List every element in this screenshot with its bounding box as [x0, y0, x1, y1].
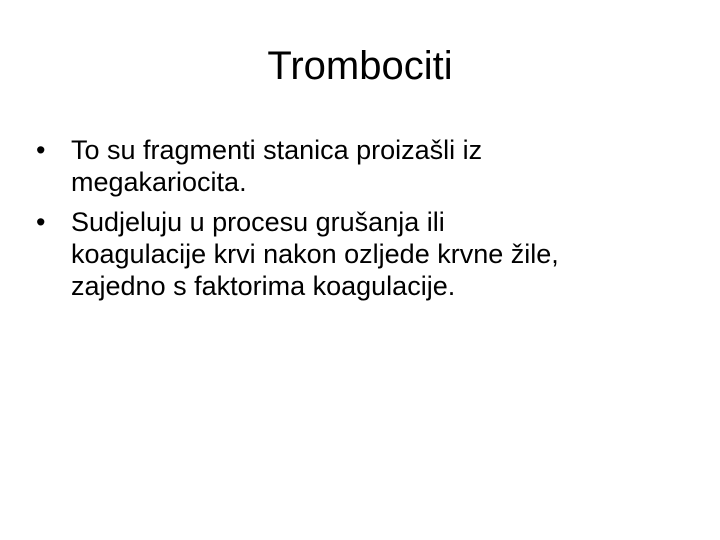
bullet-text-line: megakariocita. [71, 167, 247, 197]
bullet-list [36, 134, 686, 310]
bullet-item [36, 206, 686, 302]
slide-title: Trombociti [267, 44, 453, 88]
bullet-marker: • [36, 207, 46, 237]
bullet-item [36, 134, 686, 198]
bullet-marker: • [36, 135, 46, 165]
bullet-text-line: Sudjeluju u procesu grušanja ili [71, 207, 445, 237]
bullet-text-line: koagulacije krvi nakon ozljede krvne žile, [71, 239, 559, 269]
bullet-text-line: To su fragmenti stanica proizašli iz [71, 135, 483, 165]
bullet-text-line: zajedno s faktorima koagulacije. [71, 271, 456, 301]
